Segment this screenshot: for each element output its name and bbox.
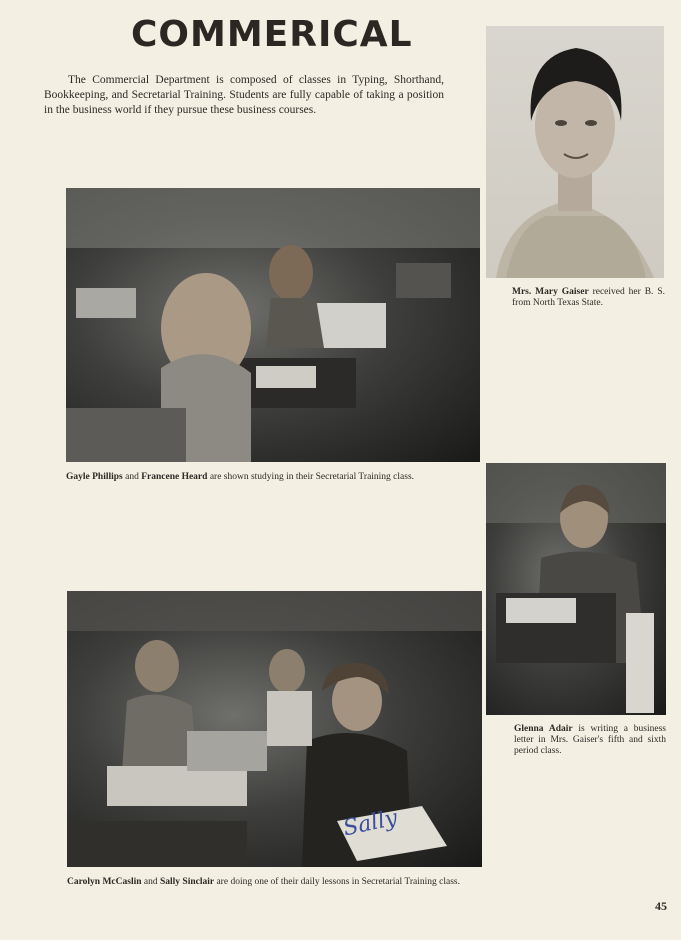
portrait-photo: [486, 26, 664, 278]
handwritten-signature: Sally: [340, 805, 400, 842]
classroom-top-photo: [66, 188, 480, 462]
classroom-bottom-caption-names2: Sally Sinclair: [159, 877, 215, 887]
typist-caption-names: Glenna Adair: [514, 724, 573, 734]
typist-caption-text: is writing a business letter in Mrs. Gaiser's fifth and sixth period class.: [514, 724, 666, 756]
classroom-bottom-caption-names: Carolyn McCaslin: [67, 877, 142, 887]
classroom-bottom-caption-text: are doing one of their daily lessons in Secretarial Training class.: [214, 877, 460, 887]
typist-photo: [486, 463, 666, 715]
classroom-bottom-photo: [67, 591, 482, 867]
portrait-caption-text: received her B. S. from North Texas State.: [512, 287, 665, 308]
classroom-bottom-caption-join: and: [141, 877, 160, 887]
classroom-bottom-caption: [67, 877, 481, 888]
portrait-caption: [512, 287, 665, 309]
page-number: 45: [655, 899, 667, 913]
intro-paragraph: The Commercial Department is composed of classes in Typing, Shorthand, Bookkeeping, and Secretarial Training. Students are fully capable of taking a position in the business world if they pursue these business courses.: [44, 74, 444, 116]
typist-caption: [514, 724, 666, 757]
classroom-top-caption-names2: Francene Heard: [141, 472, 208, 482]
classroom-top-caption: [66, 472, 451, 483]
classroom-top-caption-names: Gayle Phillips: [66, 472, 123, 482]
classroom-top-caption-text: are shown studying in their Secretarial Training class.: [207, 472, 415, 482]
page-title: COMMERICAL: [131, 14, 413, 55]
portrait-caption-names: Mrs. Mary Gaiser: [512, 287, 589, 297]
classroom-top-caption-join: and: [122, 472, 142, 482]
